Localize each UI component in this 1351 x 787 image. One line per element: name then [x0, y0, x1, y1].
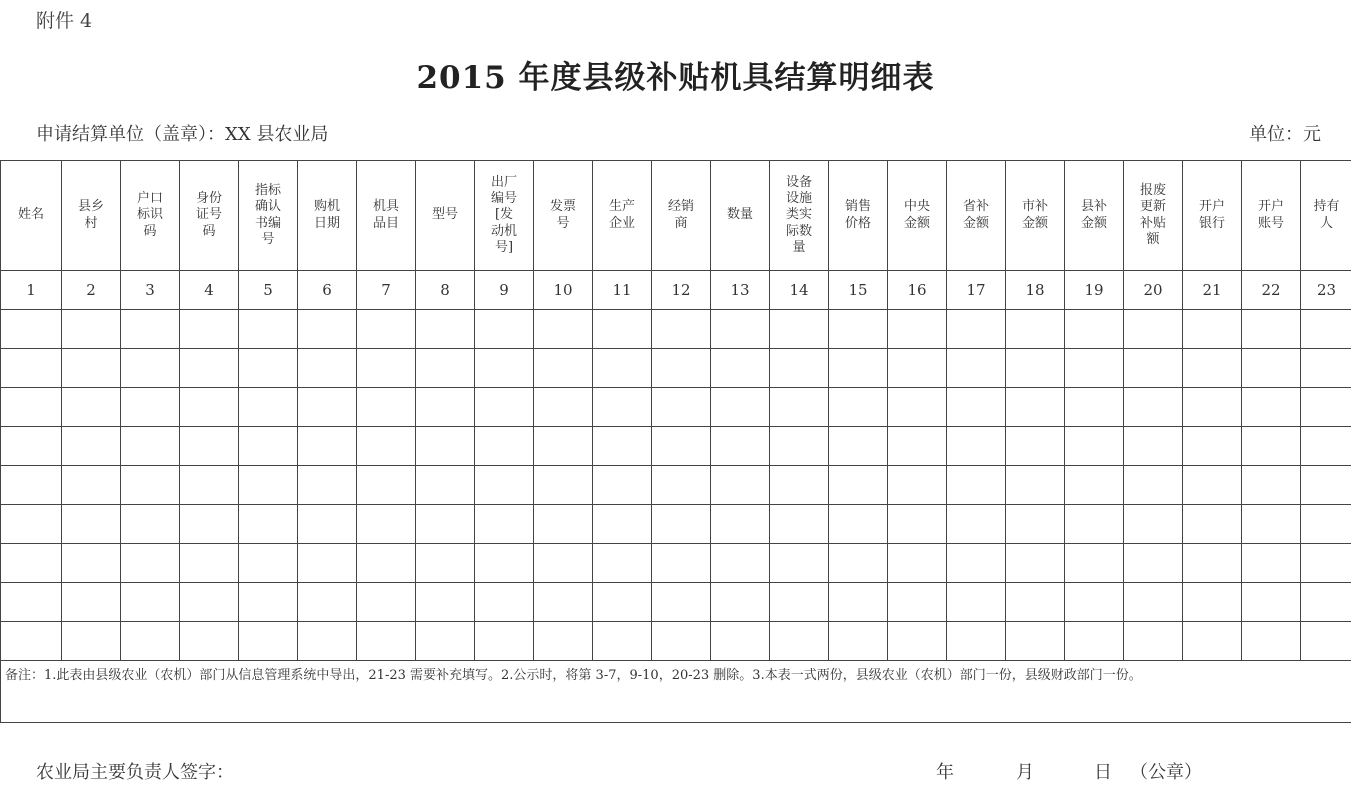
empty-cell	[62, 388, 121, 427]
empty-cell	[1183, 505, 1242, 544]
empty-cell	[1301, 466, 1351, 505]
empty-cell	[121, 310, 180, 349]
header-cell: 出厂编号[发动机号]	[475, 161, 534, 271]
empty-cell	[180, 544, 239, 583]
header-cell: 机具品目	[357, 161, 416, 271]
empty-cell	[1301, 349, 1351, 388]
page-title: 2015 年度县级补贴机具结算明细表	[416, 60, 935, 96]
day-label: 日	[1094, 762, 1112, 783]
empty-cell	[1242, 427, 1301, 466]
empty-cell	[652, 622, 711, 661]
empty-cell	[711, 622, 770, 661]
empty-cell	[121, 427, 180, 466]
empty-cell	[298, 544, 357, 583]
empty-cell	[1301, 583, 1351, 622]
column-number: 16	[888, 271, 947, 310]
empty-cell	[1065, 427, 1124, 466]
empty-cell	[1, 427, 62, 466]
empty-cell	[357, 388, 416, 427]
empty-cell	[888, 310, 947, 349]
empty-cell	[947, 310, 1006, 349]
column-number: 19	[1065, 271, 1124, 310]
empty-cell	[239, 310, 298, 349]
month-label: 月	[1016, 762, 1034, 783]
empty-cell	[593, 427, 652, 466]
empty-cell	[1006, 544, 1065, 583]
empty-cell	[475, 544, 534, 583]
empty-cell	[711, 388, 770, 427]
empty-cell	[534, 583, 593, 622]
table-row	[1, 622, 1351, 661]
header-cell: 发票号	[534, 161, 593, 271]
empty-cell	[711, 583, 770, 622]
empty-cell	[121, 349, 180, 388]
empty-cell	[475, 310, 534, 349]
empty-cell	[475, 349, 534, 388]
attachment-label: 附件 4	[36, 10, 93, 32]
empty-cell	[652, 505, 711, 544]
empty-cell	[652, 310, 711, 349]
empty-cell	[1242, 466, 1301, 505]
empty-cell	[475, 622, 534, 661]
empty-cell	[298, 349, 357, 388]
empty-cell	[888, 544, 947, 583]
empty-cell	[1242, 544, 1301, 583]
column-number: 2	[62, 271, 121, 310]
empty-cell	[475, 583, 534, 622]
header-cell: 省补金额	[947, 161, 1006, 271]
header-cell: 中央金额	[888, 161, 947, 271]
header-cell: 报废更新补贴额	[1124, 161, 1183, 271]
header-cell: 指标确认书编号	[239, 161, 298, 271]
empty-cell	[1065, 544, 1124, 583]
column-number: 15	[829, 271, 888, 310]
header-cell: 购机日期	[298, 161, 357, 271]
empty-cell	[829, 310, 888, 349]
empty-cell	[888, 466, 947, 505]
empty-cell	[416, 466, 475, 505]
empty-cell	[534, 310, 593, 349]
empty-cell	[652, 466, 711, 505]
header-cell: 姓名	[1, 161, 62, 271]
empty-cell	[416, 505, 475, 544]
empty-cell	[652, 388, 711, 427]
empty-cell	[416, 583, 475, 622]
column-number: 23	[1301, 271, 1351, 310]
column-number: 4	[180, 271, 239, 310]
empty-cell	[947, 349, 1006, 388]
column-number: 13	[711, 271, 770, 310]
empty-cell	[180, 505, 239, 544]
empty-cell	[652, 349, 711, 388]
column-number: 6	[298, 271, 357, 310]
empty-cell	[298, 466, 357, 505]
empty-cell	[888, 427, 947, 466]
seal-label: （公章）	[1130, 762, 1202, 783]
empty-cell	[62, 583, 121, 622]
column-number: 7	[357, 271, 416, 310]
empty-cell	[1183, 427, 1242, 466]
empty-cell	[121, 622, 180, 661]
empty-cell	[593, 349, 652, 388]
empty-cell	[416, 349, 475, 388]
header-cell: 开户银行	[1183, 161, 1242, 271]
empty-cell	[62, 544, 121, 583]
empty-cell	[770, 388, 829, 427]
empty-cell	[1006, 310, 1065, 349]
header-cell: 持有人	[1301, 161, 1351, 271]
year-label: 年	[936, 762, 954, 783]
empty-cell	[770, 466, 829, 505]
table-row	[1, 388, 1351, 427]
column-number: 20	[1124, 271, 1183, 310]
empty-cell	[593, 388, 652, 427]
empty-cell	[416, 544, 475, 583]
empty-cell	[1065, 388, 1124, 427]
empty-cell	[1183, 622, 1242, 661]
empty-cell	[770, 349, 829, 388]
empty-cell	[357, 622, 416, 661]
empty-cell	[947, 427, 1006, 466]
empty-cell	[62, 505, 121, 544]
empty-cell	[770, 505, 829, 544]
empty-cell	[711, 310, 770, 349]
empty-cell	[888, 622, 947, 661]
empty-cell	[180, 349, 239, 388]
empty-cell	[1183, 544, 1242, 583]
empty-cell	[1, 349, 62, 388]
empty-cell	[1183, 310, 1242, 349]
empty-cell	[534, 388, 593, 427]
header-cell: 市补金额	[1006, 161, 1065, 271]
empty-cell	[947, 622, 1006, 661]
table-row	[1, 544, 1351, 583]
empty-cell	[1301, 310, 1351, 349]
header-cell: 设备设施类实际数量	[770, 161, 829, 271]
empty-cell	[1, 544, 62, 583]
empty-cell	[357, 505, 416, 544]
empty-cell	[534, 349, 593, 388]
empty-cell	[652, 544, 711, 583]
empty-cell	[1065, 505, 1124, 544]
empty-cell	[1, 388, 62, 427]
empty-cell	[888, 349, 947, 388]
empty-cell	[357, 466, 416, 505]
empty-cell	[1006, 427, 1065, 466]
empty-cell	[1006, 466, 1065, 505]
empty-cell	[1183, 349, 1242, 388]
empty-cell	[239, 466, 298, 505]
column-number: 8	[416, 271, 475, 310]
empty-cell	[357, 349, 416, 388]
empty-cell	[652, 427, 711, 466]
remarks-note: 备注：1.此表由县级农业（农机）部门从信息管理系统中导出，21-23 需要补充填写。2.公示时，将第 3-7，9-10，20-23 删除。3.本表一式两份，县级农业（农机）部门一份，县级财政部门一份。	[1, 661, 1351, 723]
empty-cell	[947, 583, 1006, 622]
empty-cell	[121, 544, 180, 583]
empty-cell	[1124, 505, 1183, 544]
empty-cell	[416, 427, 475, 466]
currency-unit: 单位：元	[1249, 124, 1321, 145]
empty-cell	[239, 427, 298, 466]
header-cell: 生产企业	[593, 161, 652, 271]
column-number: 21	[1183, 271, 1242, 310]
empty-cell	[1, 622, 62, 661]
empty-cell	[298, 427, 357, 466]
empty-cell	[121, 466, 180, 505]
empty-cell	[1242, 310, 1301, 349]
empty-cell	[121, 505, 180, 544]
empty-cell	[239, 544, 298, 583]
empty-cell	[770, 622, 829, 661]
table-row	[1, 583, 1351, 622]
empty-cell	[593, 622, 652, 661]
empty-cell	[1242, 505, 1301, 544]
empty-cell	[298, 505, 357, 544]
empty-cell	[711, 349, 770, 388]
empty-cell	[180, 583, 239, 622]
empty-cell	[711, 505, 770, 544]
header-cell: 型号	[416, 161, 475, 271]
column-number: 3	[121, 271, 180, 310]
applicant-unit: 申请结算单位（盖章）：XX 县农业局	[36, 124, 329, 145]
empty-cell	[1301, 622, 1351, 661]
empty-cell	[1065, 466, 1124, 505]
empty-cell	[1, 505, 62, 544]
empty-cell	[1183, 388, 1242, 427]
empty-cell	[593, 505, 652, 544]
empty-cell	[239, 505, 298, 544]
empty-cell	[1, 466, 62, 505]
empty-cell	[1242, 388, 1301, 427]
table-row	[1, 349, 1351, 388]
empty-cell	[593, 310, 652, 349]
empty-cell	[180, 388, 239, 427]
empty-cell	[62, 466, 121, 505]
empty-cell	[1301, 388, 1351, 427]
empty-cell	[239, 583, 298, 622]
empty-cell	[1124, 310, 1183, 349]
empty-cell	[770, 544, 829, 583]
empty-cell	[1006, 505, 1065, 544]
column-number: 1	[1, 271, 62, 310]
empty-cell	[1124, 388, 1183, 427]
empty-cell	[475, 388, 534, 427]
empty-cell	[1124, 583, 1183, 622]
empty-cell	[534, 427, 593, 466]
empty-cell	[593, 466, 652, 505]
empty-cell	[1, 583, 62, 622]
header-cell: 经销商	[652, 161, 711, 271]
empty-cell	[770, 310, 829, 349]
empty-cell	[770, 427, 829, 466]
empty-cell	[1006, 349, 1065, 388]
empty-cell	[239, 622, 298, 661]
empty-cell	[298, 583, 357, 622]
empty-cell	[1124, 427, 1183, 466]
empty-cell	[711, 427, 770, 466]
empty-cell	[357, 544, 416, 583]
empty-cell	[1124, 622, 1183, 661]
empty-cell	[829, 349, 888, 388]
empty-cell	[180, 310, 239, 349]
column-number: 5	[239, 271, 298, 310]
empty-cell	[180, 466, 239, 505]
empty-cell	[357, 427, 416, 466]
empty-cell	[416, 388, 475, 427]
empty-cell	[416, 310, 475, 349]
empty-cell	[475, 427, 534, 466]
empty-cell	[298, 622, 357, 661]
empty-cell	[593, 583, 652, 622]
empty-cell	[1065, 583, 1124, 622]
column-number: 10	[534, 271, 593, 310]
column-number: 22	[1242, 271, 1301, 310]
settlement-table	[0, 160, 1351, 723]
empty-cell	[1006, 622, 1065, 661]
empty-cell	[1183, 466, 1242, 505]
empty-cell	[1065, 622, 1124, 661]
signer-label: 农业局主要负责人签字：	[36, 762, 234, 783]
empty-cell	[62, 349, 121, 388]
empty-cell	[298, 388, 357, 427]
empty-cell	[1242, 349, 1301, 388]
table-row	[1, 466, 1351, 505]
empty-cell	[1006, 388, 1065, 427]
empty-cell	[829, 583, 888, 622]
empty-cell	[947, 388, 1006, 427]
empty-cell	[239, 388, 298, 427]
header-cell: 开户账号	[1242, 161, 1301, 271]
column-number: 9	[475, 271, 534, 310]
empty-cell	[534, 505, 593, 544]
empty-cell	[239, 349, 298, 388]
empty-cell	[829, 622, 888, 661]
empty-cell	[534, 622, 593, 661]
header-cell: 县乡村	[62, 161, 121, 271]
empty-cell	[475, 466, 534, 505]
empty-cell	[711, 466, 770, 505]
empty-cell	[121, 388, 180, 427]
empty-cell	[357, 310, 416, 349]
column-number: 14	[770, 271, 829, 310]
column-number: 18	[1006, 271, 1065, 310]
table-row	[1, 427, 1351, 466]
empty-cell	[829, 427, 888, 466]
empty-cell	[1065, 310, 1124, 349]
empty-cell	[1242, 583, 1301, 622]
empty-cell	[62, 427, 121, 466]
empty-cell	[770, 583, 829, 622]
empty-cell	[1124, 544, 1183, 583]
empty-cell	[947, 544, 1006, 583]
column-number: 11	[593, 271, 652, 310]
header-cell: 县补金额	[1065, 161, 1124, 271]
empty-cell	[829, 388, 888, 427]
empty-cell	[180, 622, 239, 661]
table-row	[1, 505, 1351, 544]
empty-cell	[652, 583, 711, 622]
empty-cell	[1242, 622, 1301, 661]
empty-cell	[534, 466, 593, 505]
header-cell: 数量	[711, 161, 770, 271]
empty-cell	[1124, 466, 1183, 505]
empty-cell	[593, 544, 652, 583]
empty-cell	[62, 622, 121, 661]
empty-cell	[1301, 544, 1351, 583]
empty-cell	[62, 310, 121, 349]
empty-cell	[888, 388, 947, 427]
empty-cell	[947, 466, 1006, 505]
empty-cell	[1006, 583, 1065, 622]
header-cell: 身份证号码	[180, 161, 239, 271]
empty-cell	[1301, 505, 1351, 544]
empty-cell	[180, 427, 239, 466]
empty-cell	[475, 505, 534, 544]
column-number: 17	[947, 271, 1006, 310]
empty-cell	[1301, 427, 1351, 466]
empty-cell	[711, 544, 770, 583]
table-row	[1, 310, 1351, 349]
empty-cell	[829, 544, 888, 583]
empty-cell	[1124, 349, 1183, 388]
empty-cell	[888, 505, 947, 544]
empty-cell	[534, 544, 593, 583]
empty-cell	[1, 310, 62, 349]
column-number: 12	[652, 271, 711, 310]
empty-cell	[1065, 349, 1124, 388]
empty-cell	[1183, 583, 1242, 622]
empty-cell	[357, 583, 416, 622]
empty-cell	[888, 583, 947, 622]
header-cell: 户口标识码	[121, 161, 180, 271]
empty-cell	[947, 505, 1006, 544]
empty-cell	[416, 622, 475, 661]
empty-cell	[298, 310, 357, 349]
header-cell: 销售价格	[829, 161, 888, 271]
empty-cell	[121, 583, 180, 622]
empty-cell	[829, 505, 888, 544]
empty-cell	[829, 466, 888, 505]
